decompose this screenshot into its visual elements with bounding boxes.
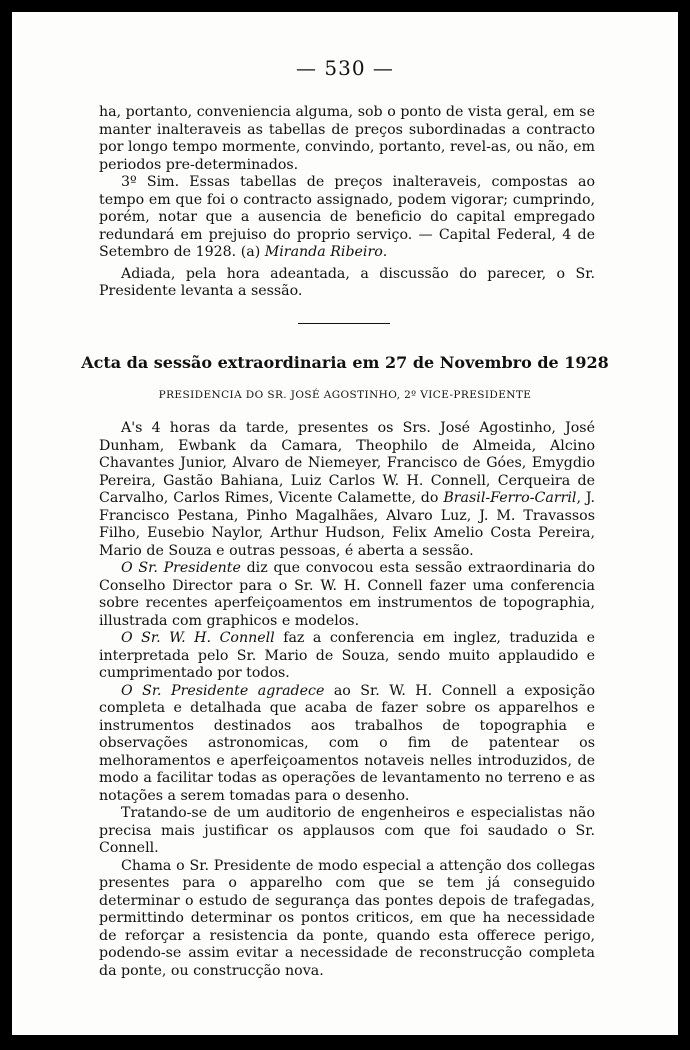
paragraph: A's 4 horas da tarde, presentes os Srs. José Agostinho, José Dunham, Ewbank da Camara, Theophilo de Almeida, Alcino Chavantes Junior, Alvaro de Niemeyer, Francisco de Góes, Emygdio Pereira, Gastão Bahiana, Luiz Carlos W. H. Connell, Cerqueira de Carvalho, Carlos Rimes, Vicente Calamette, do Brasil-Ferro-Carril, J. Francisco Pestana, Pinho Magalhães, Alvaro Luz, J. M. Travassos Filho, Eusebio Naylor, Arthur Hudson, Felix Amelio Costa Pereira, Mario de Souza e outras pessoas, é aberta a sessão. xyxy=(99,420,595,559)
paragraph: O Sr. Presidente diz que convocou esta sessão extraordinaria do Conselho Director para o Sr. W. H. Connell fazer uma conferencia sobre recentes aperfeiçoamentos em instrumentos de topographia, illustrada com graphicos e modelos. xyxy=(99,560,595,629)
minutes-text-block xyxy=(99,420,595,980)
previous-text-block xyxy=(99,104,595,301)
paragraph: 3º Sim. Essas tabellas de preços inalteraveis, compostas ao tempo em que foi o contracto assignado, podem vigorar; cumprindo, porém, notar que a ausencia de beneficio do capital empregado redundará em prejuiso do proprio serviço. — Capital Federal, 4 de Setembro de 1928. (a) Miranda Ribeiro. xyxy=(99,174,595,260)
paragraph: O Sr. Presidente agradece ao Sr. W. H. Connell a exposição completa e detalhada que acaba de fazer sobre os apparelhos e instrumentos destinados aos trabalhos de topographia e observações astronomicas, com o fim de patentear os melhoramentos e aperfeiçoamentos notaveis nelles introduzidos, de modo a facilitar todas as operações de levantamento no terreno e as notações a serem tomadas para o desenho. xyxy=(99,682,595,804)
section-divider xyxy=(298,323,390,324)
page-number: — 530 — xyxy=(296,56,394,80)
paragraph: O Sr. W. H. Connell faz a conferencia em inglez, traduzida e interpretada pelo Sr. Mario de Souza, sendo muito applaudido e cumprimentado por todos. xyxy=(99,630,596,681)
section-title: Acta da sessão extraordinaria em 27 de Novembro de 1928 xyxy=(81,353,609,372)
document-page xyxy=(12,12,678,1035)
paragraph: ha, portanto, conveniencia alguma, sob o ponto de vista geral, em se manter inalteraveis as tabellas de preços subordinadas a contracto por longo tempo mormente, convindo, portanto, revel-as, ou não, em periodos pre-determinados. xyxy=(99,104,595,173)
paragraph: Tratando-se de um auditorio de engenheiros e especialistas não precisa mais justificar os applausos com que foi saudado o Sr. Connell. xyxy=(99,805,595,856)
paragraph: Adiada, pela hora adeantada, a discussão do parecer, o Sr. Presidente levanta a sessão. xyxy=(99,265,595,299)
presidency-line: PRESIDENCIA DO SR. JOSÉ AGOSTINHO, 2º VICE-PRESIDENTE xyxy=(158,389,532,401)
paragraph: Chama o Sr. Presidente de modo especial a attenção dos collegas presentes para o apparelho com que se tem já conseguido determinar o estudo de segurança das pontes depois de trafegadas, permittindo determinar os pontos criticos, em que ha necessidade de reforçar a resistencia da ponte, quando esta offerece perigo, podendo-se assim evitar a necessidade de reconstrucção completa da ponte, ou construcção nova. xyxy=(99,857,595,979)
